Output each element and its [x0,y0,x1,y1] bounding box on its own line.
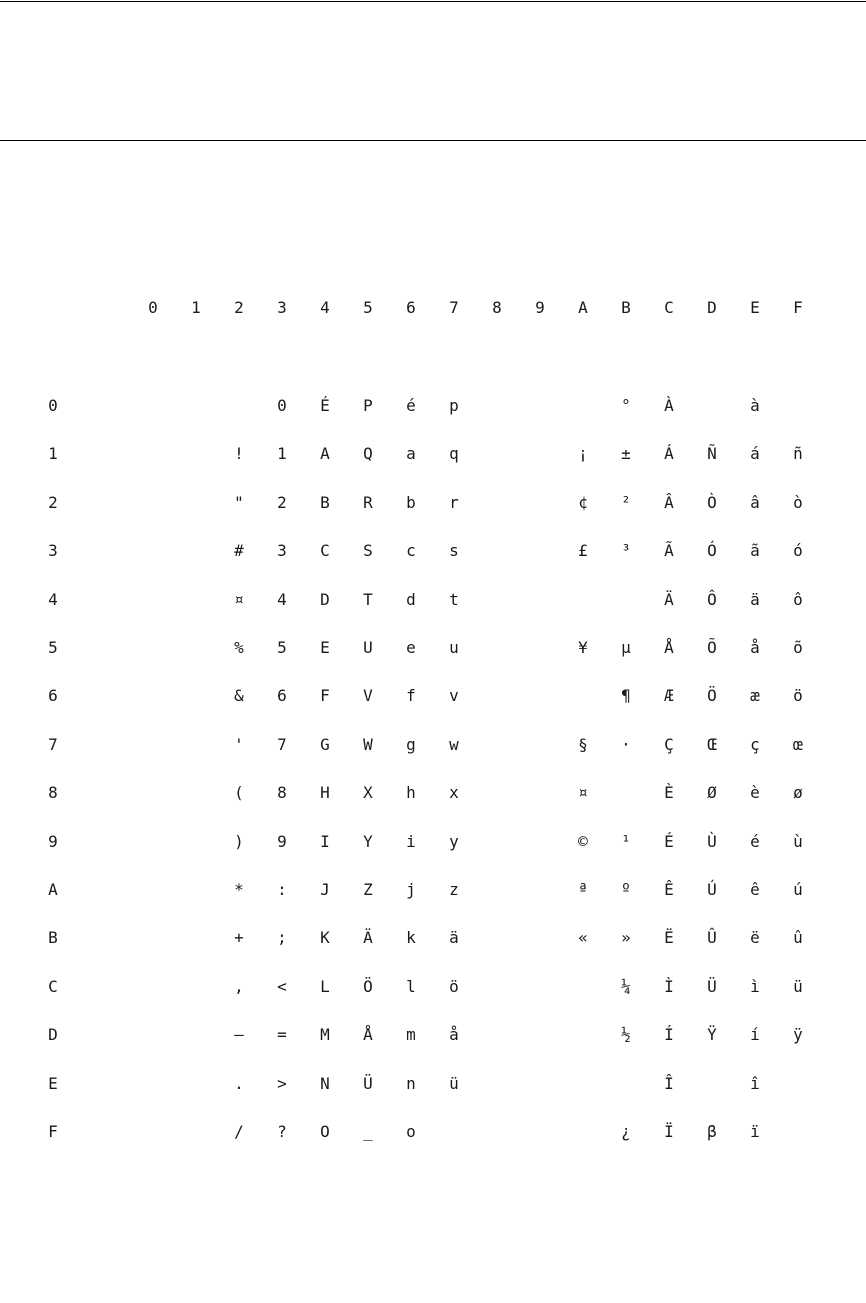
char-cell: Ë [664,928,674,947]
char-cell: ä [449,928,459,947]
row-header-0: 0 [48,396,58,415]
char-cell: ö [793,686,803,705]
char-cell: c [406,541,416,560]
char-cell: è [750,783,760,802]
char-cell: Â [664,493,674,512]
char-cell: ã [750,541,760,560]
column-header-3: 3 [277,298,287,317]
char-cell: Ÿ [707,1025,717,1044]
row-header-9: 9 [48,832,58,851]
char-cell: e [406,638,416,657]
char-cell: ä [750,590,760,609]
column-header-a: A [578,298,588,317]
column-header-c: C [664,298,674,317]
char-cell: J [320,880,330,899]
char-cell: « [578,928,588,947]
column-header-4: 4 [320,298,330,317]
char-cell: E [320,638,330,657]
char-cell: ¶ [621,686,631,705]
row-header-1: 1 [48,444,58,463]
char-cell: ? [277,1122,287,1141]
char-cell: ù [793,832,803,851]
char-cell: Å [664,638,674,657]
char-cell: ç [750,735,760,754]
char-cell: z [449,880,459,899]
char-cell: ë [750,928,760,947]
char-cell: p [449,396,459,415]
char-cell: û [793,928,803,947]
char-cell: ( [234,783,244,802]
char-cell: Ô [707,590,717,609]
row-header-2: 2 [48,493,58,512]
char-cell: 1 [277,444,287,463]
char-cell: ¢ [578,493,588,512]
char-cell: Æ [664,686,674,705]
column-header-7: 7 [449,298,459,317]
char-cell: B [320,493,330,512]
char-cell: 2 [277,493,287,512]
char-cell: ê [750,880,760,899]
char-cell: é [406,396,416,415]
char-cell: Ò [707,493,717,512]
char-cell: É [320,396,330,415]
char-cell: o [406,1122,416,1141]
char-cell: ½ [621,1025,631,1044]
char-cell: º [621,880,631,899]
char-cell: ¼ [621,977,631,996]
char-cell: n [406,1074,416,1093]
char-cell: x [449,783,459,802]
char-cell: Ù [707,832,717,851]
char-cell: + [234,928,244,947]
row-header-3: 3 [48,541,58,560]
char-cell: I [320,832,330,851]
char-cell: A [320,444,330,463]
char-cell: y [449,832,459,851]
char-cell: Î [664,1074,674,1093]
column-header-d: D [707,298,717,317]
char-cell: Ó [707,541,717,560]
char-cell: , [234,977,244,996]
char-cell: í [750,1025,760,1044]
row-header-d: D [48,1025,58,1044]
char-cell: β [707,1122,717,1141]
char-cell: ± [621,444,631,463]
char-cell: – [234,1025,244,1044]
column-header-1: 1 [191,298,201,317]
char-cell: ¤ [234,590,244,609]
char-cell: Õ [707,638,717,657]
row-header-7: 7 [48,735,58,754]
char-cell: = [277,1025,287,1044]
char-cell: Å [363,1025,373,1044]
char-cell: h [406,783,416,802]
char-cell: ñ [793,444,803,463]
char-cell: â [750,493,760,512]
char-cell: ¹ [621,832,631,851]
char-cell: œ [793,735,803,754]
char-cell: Ä [664,590,674,609]
char-cell: P [363,396,373,415]
char-cell: ³ [621,541,631,560]
char-cell: i [406,832,416,851]
column-header-0: 0 [148,298,158,317]
char-cell: . [234,1074,244,1093]
char-cell: b [406,493,416,512]
char-cell: ² [621,493,631,512]
column-header-f: F [793,298,803,317]
char-cell: ø [793,783,803,802]
char-cell: T [363,590,373,609]
char-cell: 3 [277,541,287,560]
char-cell: á [750,444,760,463]
column-header-b: B [621,298,631,317]
char-cell: ¡ [578,444,588,463]
char-cell: · [621,735,631,754]
char-cell: % [234,638,244,657]
char-cell: ) [234,832,244,851]
char-cell: å [449,1025,459,1044]
char-cell: » [621,928,631,947]
char-cell: Á [664,444,674,463]
char-cell: à [750,396,760,415]
char-cell: # [234,541,244,560]
char-cell: ' [234,735,244,754]
row-header-8: 8 [48,783,58,802]
char-cell: R [363,493,373,512]
column-header-5: 5 [363,298,373,317]
char-cell: æ [750,686,760,705]
char-cell: / [234,1122,244,1141]
row-header-e: E [48,1074,58,1093]
char-cell: H [320,783,330,802]
char-cell: M [320,1025,330,1044]
char-cell: ô [793,590,803,609]
char-cell: g [406,735,416,754]
char-cell: ÿ [793,1025,803,1044]
char-cell: l [406,977,416,996]
row-header-6: 6 [48,686,58,705]
char-cell: È [664,783,674,802]
char-cell: À [664,396,674,415]
char-cell: Ö [707,686,717,705]
char-cell: C [320,541,330,560]
char-cell: ü [449,1074,459,1093]
char-cell: s [449,541,459,560]
char-cell: S [363,541,373,560]
char-cell: j [406,880,416,899]
char-cell: Ä [363,928,373,947]
char-cell: N [320,1074,330,1093]
char-cell: > [277,1074,287,1093]
column-header-9: 9 [535,298,545,317]
char-cell: î [750,1074,760,1093]
row-header-b: B [48,928,58,947]
char-cell: w [449,735,459,754]
char-cell: < [277,977,287,996]
column-header-e: E [750,298,760,317]
char-cell: r [449,493,459,512]
row-header-f: F [48,1122,58,1141]
char-cell: f [406,686,416,705]
char-cell: µ [621,638,631,657]
char-cell: k [406,928,416,947]
char-cell: " [234,493,244,512]
char-cell: 9 [277,832,287,851]
char-cell: å [750,638,760,657]
row-header-5: 5 [48,638,58,657]
char-cell: _ [363,1122,373,1141]
char-cell: Ê [664,880,674,899]
char-cell: m [406,1025,416,1044]
char-cell: G [320,735,330,754]
char-cell: ï [750,1122,760,1141]
char-cell: X [363,783,373,802]
char-cell: V [363,686,373,705]
row-header-c: C [48,977,58,996]
char-cell: O [320,1122,330,1141]
char-cell: § [578,735,588,754]
char-cell: ª [578,880,588,899]
char-cell: a [406,444,416,463]
char-cell: Í [664,1025,674,1044]
char-cell: K [320,928,330,947]
char-cell: Œ [707,735,717,754]
char-cell: U [363,638,373,657]
char-cell: ü [793,977,803,996]
char-cell: ö [449,977,459,996]
char-cell: d [406,590,416,609]
char-cell: Z [363,880,373,899]
char-cell: É [664,832,674,851]
char-cell: 8 [277,783,287,802]
char-cell: ! [234,444,244,463]
char-cell: t [449,590,459,609]
char-cell: ò [793,493,803,512]
char-cell: : [277,880,287,899]
char-cell: ó [793,541,803,560]
char-cell: Y [363,832,373,851]
char-cell: © [578,832,588,851]
row-header-a: A [48,880,58,899]
char-cell: Q [363,444,373,463]
char-cell: Ú [707,880,717,899]
char-cell: 6 [277,686,287,705]
char-cell: Ø [707,783,717,802]
char-cell: õ [793,638,803,657]
column-header-6: 6 [406,298,416,317]
char-cell: 7 [277,735,287,754]
row-header-4: 4 [48,590,58,609]
char-cell: L [320,977,330,996]
char-cell: q [449,444,459,463]
char-cell: Ï [664,1122,674,1141]
char-cell: v [449,686,459,705]
char-cell: ì [750,977,760,996]
char-cell: D [320,590,330,609]
char-cell: & [234,686,244,705]
column-header-2: 2 [234,298,244,317]
char-cell: 5 [277,638,287,657]
char-cell: W [363,735,373,754]
char-cell: ¤ [578,783,588,802]
char-cell: é [750,832,760,851]
char-cell: Ç [664,735,674,754]
char-cell: ; [277,928,287,947]
char-cell: F [320,686,330,705]
char-cell: ° [621,396,631,415]
char-cell: £ [578,541,588,560]
char-cell: Ñ [707,444,717,463]
char-cell: Ã [664,541,674,560]
char-cell: Ö [363,977,373,996]
char-cell: Ü [363,1074,373,1093]
char-cell: ú [793,880,803,899]
char-cell: ¿ [621,1122,631,1141]
char-cell: Ì [664,977,674,996]
char-cell: ¥ [578,638,588,657]
char-cell: Û [707,928,717,947]
char-cell: Ü [707,977,717,996]
char-cell: u [449,638,459,657]
char-cell: 4 [277,590,287,609]
char-cell: * [234,880,244,899]
char-cell: 0 [277,396,287,415]
column-header-8: 8 [492,298,502,317]
